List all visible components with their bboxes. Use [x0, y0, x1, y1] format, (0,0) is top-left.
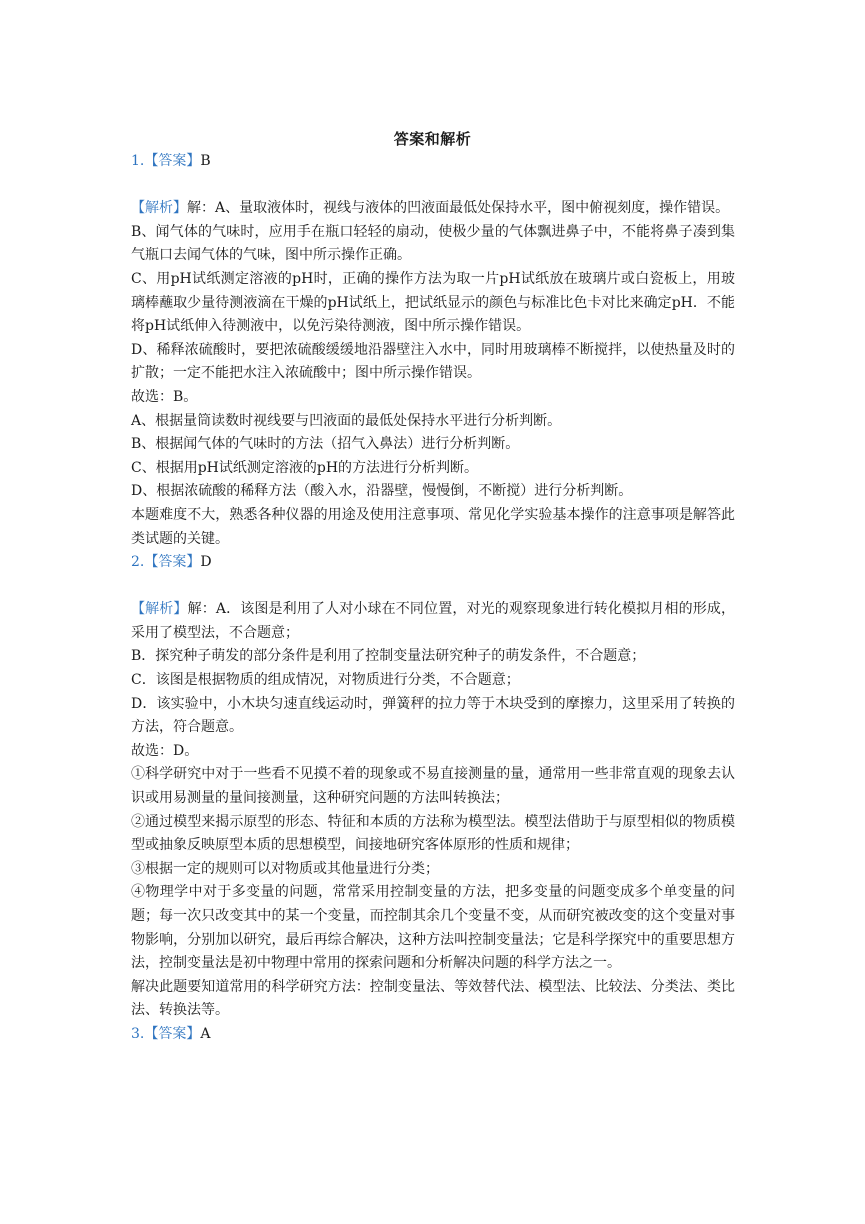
q2-analysis-line: ②通过模型来揭示原型的形态、特征和本质的方法称为模型法。模型法借助于与原型相似的物质模型或抽象反映原型本质的思想模型，间接地研究客体原形的性质和规律；	[131, 813, 735, 854]
q1-analysis-line: D、根据浓硫酸的稀释方法（酸入水，沿器壁，慢慢倒，不断搅）进行分析判断。	[131, 483, 633, 500]
q2-analysis-tag: 【解析】	[131, 601, 188, 618]
q2-analysis-line: ③根据一定的规则可以对物质或其他量进行分类；	[131, 860, 439, 877]
q1-analysis-tag: 【解析】	[131, 200, 187, 217]
q3-number: 3.	[131, 1025, 145, 1042]
q2-answer-value: D	[200, 554, 212, 571]
q2-analysis-line: B．探究种子萌发的部分条件是利用了控制变量法研究种子的萌发条件，不合题意；	[131, 648, 646, 665]
q2-number: 2.	[131, 554, 145, 571]
q2-analysis-line: ①科学研究中对于一些看不见摸不着的现象或不易直接测量的量，通常用一些非常直观的现象去认识或用易测量的量间接测量，这种研究问题的方法叫转换法；	[131, 766, 735, 807]
answer-content	[131, 150, 735, 1047]
q1-analysis-line: D、稀释浓硫酸时，要把浓硫酸缓缓地沿器壁注入水中，同时用玻璃棒不断搅拌，以使热量及时的扩散；一定不能把水注入浓硫酸中；图中所示操作错误。	[131, 341, 735, 382]
q2-analysis-line: C．该图是根据物质的组成情况，对物质进行分类，不合题意；	[131, 672, 520, 689]
q2-analysis-line: 解决此题要知道常用的科学研究方法：控制变量法、等效替代法、模型法、比较法、分类法、类比法、转换法等。	[131, 978, 735, 1019]
q2-analysis-line: ④物理学中对于多变量的问题，常常采用控制变量的方法，把多变量的问题变成多个单变量的问题；每一次只改变其中的某一个变量，而控制其余几个变量不变，从而研究被改变的这个变量对事物影响，分别加以研究，最后再综合解决，这种方法叫控制变量法；它是科学探究中的重要思想方法，控制变量法是初中物理中常用的探索问题和分析解决问题的科学方法之一。	[131, 884, 735, 972]
q1-answer-tag: 【答案】	[144, 153, 201, 169]
q2-analysis-line: 【解析】解：A．该图是利用了人对小球在不同位置，对光的观察现象进行转化模拟月相的形成，采用了模型法，不合题意；	[131, 601, 736, 641]
q1-analysis-line: A、根据量筒读数时视线要与凹液面的最低处保持水平进行分析判断。	[131, 412, 562, 429]
q3-answer-tag: 【答案】	[144, 1025, 201, 1042]
q2-analysis-line: D．该实验中，小木块匀速直线运动时，弹簧秤的拉力等于木块受到的摩擦力，这里采用了转换的方法，符合题意。	[131, 695, 735, 736]
q1-analysis-line: 故选：B。	[131, 388, 198, 405]
q3-answer	[131, 1023, 735, 1047]
q1-analysis-line: C、用pH试纸测定溶液的pH时，正确的操作方法为取一片pH试纸放在玻璃片或白瓷板上，用玻璃棒蘸取少量待测液滴在干燥的pH试纸上，把试纸显示的颜色与标准比色卡对比来确定pH．不能将pH试纸伸入待测液中，以免污染待测液，图中所示操作错误。	[131, 270, 735, 335]
q1-number: 1.	[131, 153, 145, 169]
q1-answer-value: B	[200, 153, 211, 169]
q1-answer	[131, 150, 735, 174]
q3-answer-value: A	[200, 1025, 211, 1042]
q2-analysis-line: 故选：D。	[131, 742, 199, 759]
q1-analysis-line: 【解析】解：A、量取液体时，视线与液体的凹液面最低处保持水平，图中俯视刻度，操作错误。	[131, 200, 730, 217]
q1-analysis-line: 本题难度不大，熟悉各种仪器的用途及使用注意事项、常见化学实验基本操作的注意事项是解答此类试题的关键。	[131, 506, 735, 547]
page-title: 答案和解析	[393, 130, 472, 148]
q1-analysis-line: B、根据闻气体的气味时的方法（招气入鼻法）进行分析判断。	[131, 436, 520, 453]
q2-answer-tag: 【答案】	[144, 554, 201, 571]
q2-answer	[131, 551, 735, 575]
q1-analysis-line: B、闻气体的气味时，应用手在瓶口轻轻的扇动，使极少量的气体飘进鼻子中，不能将鼻子凑到集气瓶口去闻气体的气味，图中所示操作正确。	[131, 223, 735, 264]
q1-analysis-line: C、根据用pH试纸测定溶液的pH的方法进行分析判断。	[131, 459, 479, 476]
